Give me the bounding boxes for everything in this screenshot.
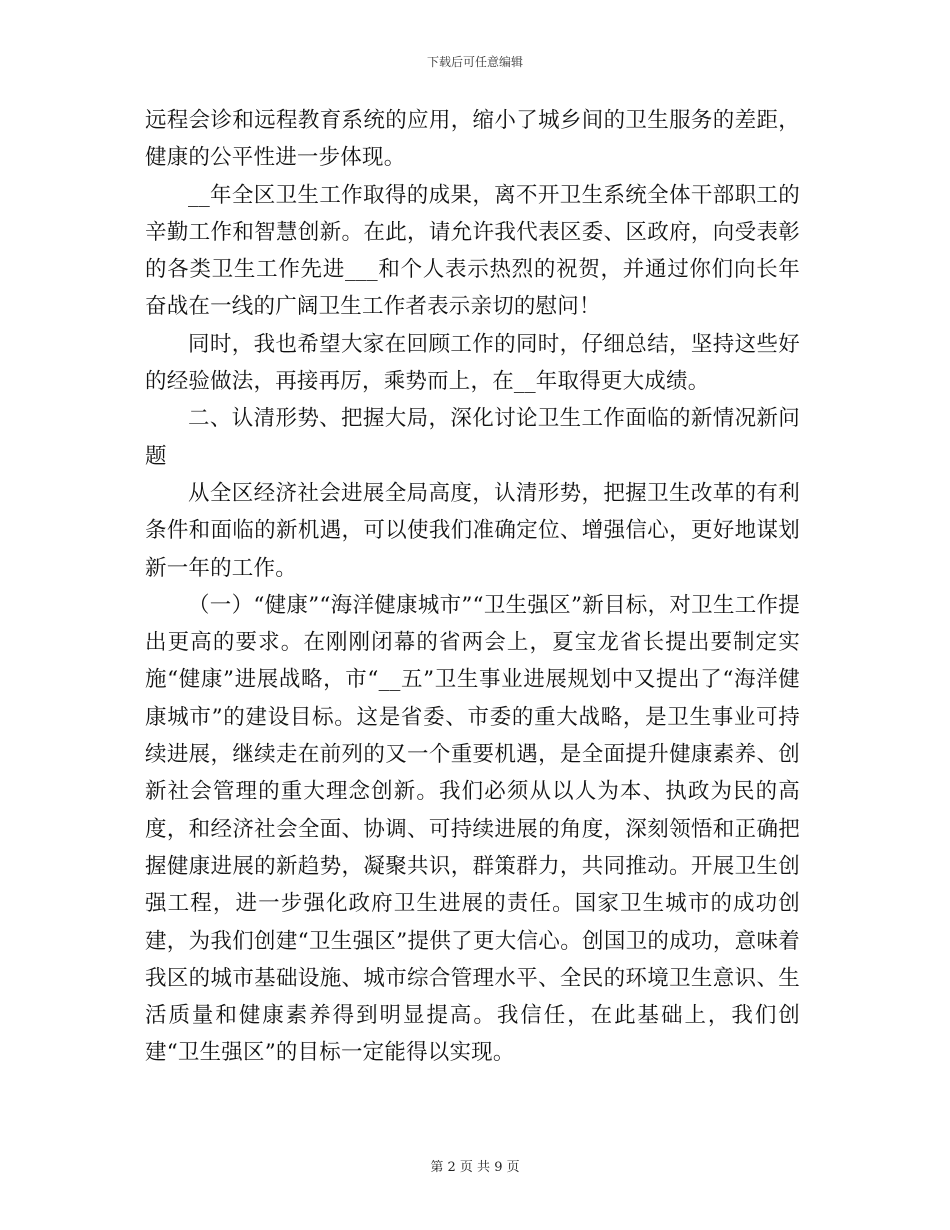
section-heading: 二、认清形势、把握大局，深化讨论卫生工作面临的新情况新问题	[145, 406, 800, 469]
paragraph-5: （一）“健康”“海洋健康城市”“卫生强区”新目标，对卫生工作提出更高的要求。在刚刚闭幕的省两会上，夏宝龙省长提出要制定实施“健康”进展战略，市“__五”卫生事业进展规划中又提出了“海洋健康城市”的建设目标。这是省委、市委的重大战略，是卫生事业可持续进展，继续走在前列的又一个重要机遇，是全面提升健康素养、创新社会管理的重大理念创新。我们必须从以人为本、执政为民的高度，和经济社会全面、协调、可持续进展的角度，深刻领悟和正确把握健康进展的新趋势，凝聚共识，群策群力，共同推动。开展卫生创强工程，进一步强化政府卫生进展的责任。国家卫生城市的成功创建，为我们创建“卫生强区”提供了更大信心。创国卫的成功，意味着我区的城市基础设施、城市综合管理水平、全民的环境卫生意识、生活质量和健康素养得到明显提高。我信任，在此基础上，我们创建“卫生强区”的目标一定能得以实现。	[145, 592, 800, 1066]
paragraph-2: __年全区卫生工作取得的成果，离不开卫生系统全体干部职工的辛勤工作和智慧创新。在此，请允许我代表区委、区政府，向受表彰的各类卫生工作先进___和个人表示热烈的祝贺，并通过你们向长年奋战在一线的广阔卫生工作者表示亲切的慰问！	[145, 182, 800, 320]
paragraph-4: 从全区经济社会进展全局高度，认清形势，把握卫生改革的有利条件和面临的新机遇，可以使我们准确定位、增强信心，更好地谋划新一年的工作。	[145, 480, 800, 581]
paragraph-1: 远程会诊和远程教育系统的应用，缩小了城乡间的卫生服务的差距，健康的公平性进一步体现。	[145, 108, 800, 171]
page-number: 第 2 页 共 9 页	[430, 1160, 520, 1175]
paragraph-3: 同时，我也希望大家在回顾工作的同时，仔细总结，坚持这些好的经验做法，再接再厉，乘势而上，在__年取得更大成绩。	[145, 331, 800, 395]
page-header: 下载后可任意编辑	[426, 55, 523, 69]
document-body	[145, 102, 800, 1072]
